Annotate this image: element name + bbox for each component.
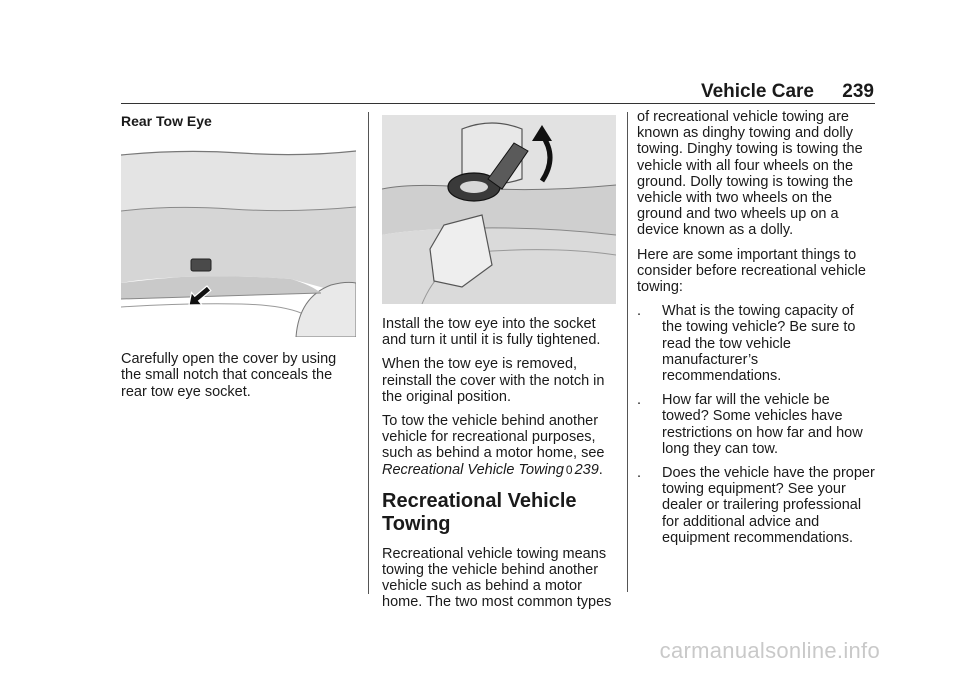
consideration-list (637, 303, 877, 546)
tow-eye-drawing (382, 115, 616, 304)
section-title: Vehicle Care (700, 81, 814, 102)
rear-bumper-drawing (121, 147, 356, 337)
crossref-link[interactable]: Recreational Vehicle Towing (382, 461, 564, 478)
header-rule (121, 103, 875, 104)
body-paragraph: Recreational vehicle towing means towing the vehicle behind another vehicle such as behind a motor home. The two most common types (382, 545, 612, 611)
column-divider (368, 112, 369, 594)
list-item (637, 465, 877, 546)
bullet-mark: . (637, 392, 642, 409)
list-item-text: Does the vehicle have the proper towing equipment? See your dealer or trailering professional for additional advice and equipment recommendations. (662, 465, 875, 546)
bullet-mark: . (637, 303, 642, 320)
body-paragraph: Carefully open the cover by using the small notch that conceals the rear tow eye socket. (121, 351, 337, 400)
tow-eye-install-illustration (382, 115, 616, 304)
watermark: carmanualsonline.info (659, 638, 880, 663)
list-item-text: How far will the vehicle be towed? Some vehicles have restrictions on how far and how long they can tow. (662, 392, 863, 457)
body-paragraph-with-crossref: To tow the vehicle behind another vehicle for recreational purposes, such as behind a motor home, see Recreational Vehicle Towing 0 239. (382, 413, 605, 478)
body-paragraph: of recreational vehicle towing are known as dinghy towing and dolly towing. Dinghy towing is towing the vehicle with all four wheels on the ground. Dolly towing is towing the vehicle with two wheels on the ground and two wheels up on a device known as a dolly. (637, 109, 863, 239)
list-item (637, 303, 877, 384)
column-1 (121, 109, 356, 408)
crossref-intro-text: To tow the vehicle behind another vehicle for recreational purposes, such as behind a motor home, see (382, 413, 605, 462)
column-divider (627, 112, 628, 592)
list-item (637, 392, 877, 457)
crossref-page[interactable]: 239 (574, 461, 599, 478)
body-paragraph: When the tow eye is removed, reinstall the cover with the notch in the original position. (382, 356, 605, 405)
bullet-mark: . (637, 465, 642, 482)
section-heading: Recreational Vehicle Towing (382, 489, 577, 535)
subsection-heading: Rear Tow Eye (121, 113, 212, 129)
page-number: 239 (842, 81, 874, 102)
body-paragraph: Here are some important things to consider before recreational vehicle towing: (637, 246, 866, 296)
rear-bumper-illustration (121, 147, 356, 337)
column-2 (382, 109, 615, 619)
body-paragraph: Install the tow eye into the socket and turn it until it is fully tightened. (382, 316, 601, 349)
page-ref-icon: 0 (565, 462, 573, 477)
column-3 (637, 109, 877, 554)
page-header (0, 0, 960, 106)
list-item-text: What is the towing capacity of the towing vehicle? Be sure to read the tow vehicle manufacturer’s recommendations. (662, 303, 856, 385)
